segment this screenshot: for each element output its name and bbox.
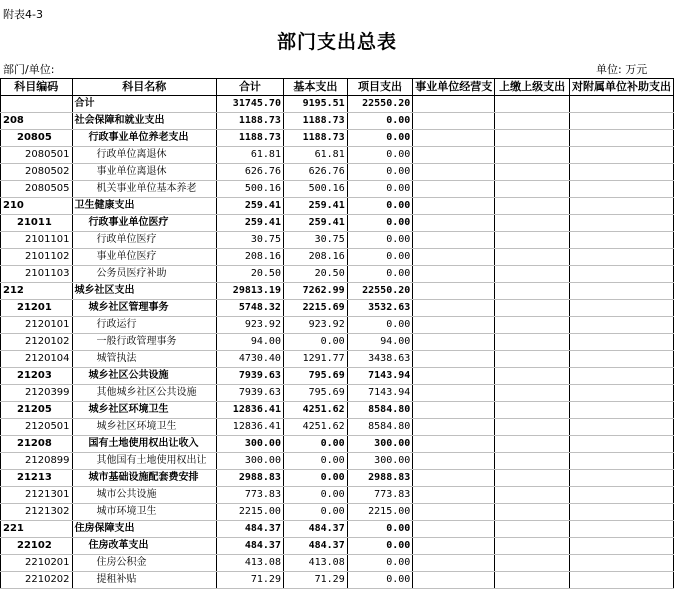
cell-empty: [569, 300, 673, 317]
cell-total: 30.75: [216, 232, 283, 249]
cell-empty: [569, 402, 673, 419]
cell-empty: [495, 164, 570, 181]
cell-empty: [413, 572, 495, 589]
cell-project: 7143.94: [347, 368, 413, 385]
cell-project: 7143.94: [347, 385, 413, 402]
cell-empty: [495, 555, 570, 572]
cell-code: 212: [1, 283, 73, 300]
cell-empty: [569, 521, 673, 538]
cell-empty: [495, 436, 570, 453]
cell-empty: [569, 572, 673, 589]
cell-total: 5748.32: [216, 300, 283, 317]
cell-name: 其他城乡社区公共设施: [72, 385, 216, 402]
cell-basic: 923.92: [283, 317, 347, 334]
cell-code: 20805: [1, 130, 73, 147]
cell-empty: [495, 249, 570, 266]
cell-empty: [569, 164, 673, 181]
cell-empty: [413, 164, 495, 181]
cell-empty: [569, 470, 673, 487]
cell-total: 1188.73: [216, 130, 283, 147]
cell-code: 210: [1, 198, 73, 215]
cell-name: 合计: [72, 96, 216, 113]
cell-empty: [495, 198, 570, 215]
cell-empty: [495, 385, 570, 402]
cell-project: 0.00: [347, 198, 413, 215]
cell-project: 0.00: [347, 164, 413, 181]
cell-empty: [495, 266, 570, 283]
cell-project: 0.00: [347, 317, 413, 334]
cell-name: 城乡社区支出: [72, 283, 216, 300]
cell-empty: [413, 402, 495, 419]
cell-empty: [413, 521, 495, 538]
cell-code: 21208: [1, 436, 73, 453]
cell-total: 94.00: [216, 334, 283, 351]
cell-code: 21203: [1, 368, 73, 385]
cell-basic: 7262.99: [283, 283, 347, 300]
cell-code: 2101103: [1, 266, 73, 283]
cell-total: 300.00: [216, 436, 283, 453]
cell-basic: 1291.77: [283, 351, 347, 368]
cell-empty: [569, 96, 673, 113]
cell-empty: [413, 487, 495, 504]
table-row: [1, 113, 674, 130]
cell-total: 773.83: [216, 487, 283, 504]
cell-basic: 413.08: [283, 555, 347, 572]
cell-empty: [413, 453, 495, 470]
cell-empty: [413, 232, 495, 249]
cell-empty: [495, 351, 570, 368]
cell-name: 住房改革支出: [72, 538, 216, 555]
cell-project: 0.00: [347, 521, 413, 538]
cell-empty: [569, 538, 673, 555]
cell-basic: 61.81: [283, 147, 347, 164]
cell-empty: [413, 538, 495, 555]
table-row: [1, 147, 674, 164]
cell-project: 8584.80: [347, 419, 413, 436]
table-row: [1, 487, 674, 504]
cell-basic: 259.41: [283, 215, 347, 232]
cell-code: 208: [1, 113, 73, 130]
cell-total: 7939.63: [216, 368, 283, 385]
table-row: [1, 198, 674, 215]
cell-empty: [413, 334, 495, 351]
header-code: 科目编码: [1, 79, 73, 96]
table-row: [1, 215, 674, 232]
cell-total: 923.92: [216, 317, 283, 334]
cell-code: 2120102: [1, 334, 73, 351]
cell-project: 22550.20: [347, 96, 413, 113]
cell-empty: [495, 232, 570, 249]
cell-empty: [495, 130, 570, 147]
table-row: [1, 96, 674, 113]
table-row: [1, 436, 674, 453]
table-row: [1, 317, 674, 334]
cell-empty: [569, 249, 673, 266]
cell-project: 0.00: [347, 232, 413, 249]
cell-empty: [569, 130, 673, 147]
cell-basic: 484.37: [283, 521, 347, 538]
cell-empty: [495, 572, 570, 589]
cell-total: 2215.00: [216, 504, 283, 521]
cell-total: 300.00: [216, 453, 283, 470]
cell-total: 208.16: [216, 249, 283, 266]
cell-total: 259.41: [216, 198, 283, 215]
cell-basic: 2215.69: [283, 300, 347, 317]
cell-empty: [495, 96, 570, 113]
cell-basic: 1188.73: [283, 130, 347, 147]
cell-name: 住房公积金: [72, 555, 216, 572]
cell-empty: [413, 283, 495, 300]
cell-code: 2080501: [1, 147, 73, 164]
cell-project: 3532.63: [347, 300, 413, 317]
cell-empty: [569, 385, 673, 402]
cell-empty: [413, 113, 495, 130]
cell-empty: [413, 266, 495, 283]
cell-total: 12836.41: [216, 402, 283, 419]
cell-empty: [413, 198, 495, 215]
cell-empty: [569, 283, 673, 300]
cell-code: 2080502: [1, 164, 73, 181]
cell-basic: 208.16: [283, 249, 347, 266]
cell-total: 500.16: [216, 181, 283, 198]
header-upper: 上缴上级支出: [495, 79, 570, 96]
cell-empty: [569, 198, 673, 215]
cell-empty: [413, 385, 495, 402]
cell-empty: [569, 555, 673, 572]
cell-project: 300.00: [347, 453, 413, 470]
table-row: [1, 419, 674, 436]
cell-code: 21011: [1, 215, 73, 232]
cell-code: 21205: [1, 402, 73, 419]
header-subsidy: 对附属单位补助支出: [569, 79, 673, 96]
cell-code: 2120899: [1, 453, 73, 470]
cell-basic: 259.41: [283, 198, 347, 215]
cell-project: 94.00: [347, 334, 413, 351]
cell-total: 31745.70: [216, 96, 283, 113]
cell-empty: [569, 334, 673, 351]
cell-total: 20.50: [216, 266, 283, 283]
cell-basic: 484.37: [283, 538, 347, 555]
cell-project: 0.00: [347, 181, 413, 198]
cell-total: 626.76: [216, 164, 283, 181]
cell-empty: [495, 181, 570, 198]
cell-total: 259.41: [216, 215, 283, 232]
cell-empty: [569, 232, 673, 249]
cell-project: 773.83: [347, 487, 413, 504]
cell-name: 其他国有土地使用权出让: [72, 453, 216, 470]
cell-basic: 0.00: [283, 436, 347, 453]
cell-basic: 0.00: [283, 334, 347, 351]
cell-empty: [569, 436, 673, 453]
table-row: [1, 368, 674, 385]
appendix-label: 附表4-3: [3, 8, 43, 21]
cell-name: 卫生健康支出: [72, 198, 216, 215]
cell-name: 城乡社区管理事务: [72, 300, 216, 317]
table-row: [1, 504, 674, 521]
cell-name: 公务员医疗补助: [72, 266, 216, 283]
cell-empty: [495, 368, 570, 385]
cell-basic: 0.00: [283, 504, 347, 521]
cell-total: 7939.63: [216, 385, 283, 402]
cell-empty: [495, 419, 570, 436]
cell-empty: [495, 113, 570, 130]
table-row: [1, 249, 674, 266]
cell-code: 21213: [1, 470, 73, 487]
cell-empty: [413, 300, 495, 317]
cell-empty: [495, 470, 570, 487]
cell-empty: [413, 436, 495, 453]
cell-empty: [569, 368, 673, 385]
cell-total: 2988.83: [216, 470, 283, 487]
cell-basic: 4251.62: [283, 419, 347, 436]
cell-empty: [495, 300, 570, 317]
cell-code: 2121302: [1, 504, 73, 521]
cell-project: 2988.83: [347, 470, 413, 487]
header-basic: 基本支出: [283, 79, 347, 96]
cell-empty: [413, 130, 495, 147]
cell-empty: [413, 555, 495, 572]
table-row: [1, 521, 674, 538]
cell-code: 2120501: [1, 419, 73, 436]
cell-empty: [413, 419, 495, 436]
table-row: [1, 164, 674, 181]
page-title: 部门支出总表: [276, 31, 397, 53]
cell-empty: [569, 487, 673, 504]
cell-name: 城管执法: [72, 351, 216, 368]
cell-total: 71.29: [216, 572, 283, 589]
header-project: 项目支出: [347, 79, 413, 96]
cell-project: 0.00: [347, 538, 413, 555]
cell-code: 22102: [1, 538, 73, 555]
cell-code: [1, 96, 73, 113]
table-row: [1, 385, 674, 402]
cell-name: 行政事业单位养老支出: [72, 130, 216, 147]
cell-empty: [569, 419, 673, 436]
cell-total: 484.37: [216, 521, 283, 538]
table-row: [1, 538, 674, 555]
cell-name: 机关事业单位基本养老: [72, 181, 216, 198]
cell-name: 城市公共设施: [72, 487, 216, 504]
cell-empty: [495, 402, 570, 419]
cell-total: 413.08: [216, 555, 283, 572]
header-total: 合计: [216, 79, 283, 96]
cell-basic: 20.50: [283, 266, 347, 283]
cell-code: 2210201: [1, 555, 73, 572]
table-header-row: [1, 79, 674, 96]
cell-name: 城乡社区环境卫生: [72, 402, 216, 419]
cell-empty: [495, 504, 570, 521]
cell-empty: [413, 351, 495, 368]
cell-basic: 795.69: [283, 368, 347, 385]
cell-code: 21201: [1, 300, 73, 317]
cell-project: 300.00: [347, 436, 413, 453]
cell-empty: [569, 351, 673, 368]
header-name: 科目名称: [72, 79, 216, 96]
cell-total: 4730.40: [216, 351, 283, 368]
header-business: 事业单位经营支: [413, 79, 495, 96]
cell-empty: [569, 317, 673, 334]
cell-basic: 795.69: [283, 385, 347, 402]
cell-empty: [413, 249, 495, 266]
cell-empty: [495, 317, 570, 334]
cell-code: 2101102: [1, 249, 73, 266]
cell-name: 国有土地使用权出让收入: [72, 436, 216, 453]
cell-name: 提租补贴: [72, 572, 216, 589]
cell-empty: [495, 215, 570, 232]
cell-project: 3438.63: [347, 351, 413, 368]
cell-name: 住房保障支出: [72, 521, 216, 538]
cell-project: 0.00: [347, 572, 413, 589]
cell-empty: [569, 215, 673, 232]
cell-project: 0.00: [347, 249, 413, 266]
cell-empty: [569, 504, 673, 521]
table-row: [1, 181, 674, 198]
cell-project: 0.00: [347, 555, 413, 572]
cell-basic: 4251.62: [283, 402, 347, 419]
cell-total: 484.37: [216, 538, 283, 555]
cell-code: 2101101: [1, 232, 73, 249]
cell-name: 行政单位医疗: [72, 232, 216, 249]
cell-basic: 0.00: [283, 453, 347, 470]
cell-empty: [495, 521, 570, 538]
cell-empty: [413, 181, 495, 198]
table-row: [1, 572, 674, 589]
cell-name: 行政运行: [72, 317, 216, 334]
table-row: [1, 402, 674, 419]
cell-empty: [569, 453, 673, 470]
cell-name: 事业单位医疗: [72, 249, 216, 266]
cell-code: 2210202: [1, 572, 73, 589]
cell-code: 2120399: [1, 385, 73, 402]
cell-empty: [495, 453, 570, 470]
cell-name: 行政事业单位医疗: [72, 215, 216, 232]
table-row: [1, 470, 674, 487]
cell-total: 1188.73: [216, 113, 283, 130]
expenditure-table: [0, 78, 674, 589]
cell-project: 0.00: [347, 130, 413, 147]
cell-empty: [569, 147, 673, 164]
cell-project: 0.00: [347, 113, 413, 130]
table-row: [1, 130, 674, 147]
department-label: 部门/单位:: [3, 63, 55, 76]
cell-code: 221: [1, 521, 73, 538]
cell-code: 2121301: [1, 487, 73, 504]
table-row: [1, 283, 674, 300]
cell-total: 29813.19: [216, 283, 283, 300]
table-row: [1, 334, 674, 351]
table-row: [1, 351, 674, 368]
cell-empty: [569, 266, 673, 283]
cell-empty: [413, 317, 495, 334]
cell-name: 事业单位离退休: [72, 164, 216, 181]
cell-empty: [569, 113, 673, 130]
cell-project: 2215.00: [347, 504, 413, 521]
cell-name: 城市环境卫生: [72, 504, 216, 521]
cell-total: 61.81: [216, 147, 283, 164]
cell-basic: 0.00: [283, 470, 347, 487]
cell-empty: [495, 283, 570, 300]
cell-empty: [495, 487, 570, 504]
cell-code: 2120104: [1, 351, 73, 368]
cell-empty: [495, 334, 570, 351]
cell-empty: [495, 147, 570, 164]
cell-empty: [413, 504, 495, 521]
table-row: [1, 555, 674, 572]
cell-total: 12836.41: [216, 419, 283, 436]
cell-name: 行政单位离退休: [72, 147, 216, 164]
table-row: [1, 232, 674, 249]
cell-basic: 9195.51: [283, 96, 347, 113]
cell-project: 22550.20: [347, 283, 413, 300]
cell-empty: [413, 368, 495, 385]
unit-label: 单位: 万元: [596, 63, 648, 76]
table-row: [1, 453, 674, 470]
cell-basic: 30.75: [283, 232, 347, 249]
cell-empty: [413, 215, 495, 232]
cell-name: 一般行政管理事务: [72, 334, 216, 351]
cell-project: 0.00: [347, 215, 413, 232]
cell-name: 城乡社区环境卫生: [72, 419, 216, 436]
cell-basic: 500.16: [283, 181, 347, 198]
table-row: [1, 266, 674, 283]
cell-name: 社会保障和就业支出: [72, 113, 216, 130]
cell-name: 城市基础设施配套费安排: [72, 470, 216, 487]
cell-empty: [495, 538, 570, 555]
cell-name: 城乡社区公共设施: [72, 368, 216, 385]
cell-empty: [413, 147, 495, 164]
cell-empty: [413, 470, 495, 487]
cell-project: 0.00: [347, 147, 413, 164]
cell-basic: 0.00: [283, 487, 347, 504]
table-row: [1, 300, 674, 317]
cell-basic: 71.29: [283, 572, 347, 589]
cell-project: 0.00: [347, 266, 413, 283]
cell-empty: [413, 96, 495, 113]
cell-project: 8584.80: [347, 402, 413, 419]
cell-basic: 1188.73: [283, 113, 347, 130]
cell-basic: 626.76: [283, 164, 347, 181]
cell-code: 2080505: [1, 181, 73, 198]
cell-code: 2120101: [1, 317, 73, 334]
cell-empty: [569, 181, 673, 198]
